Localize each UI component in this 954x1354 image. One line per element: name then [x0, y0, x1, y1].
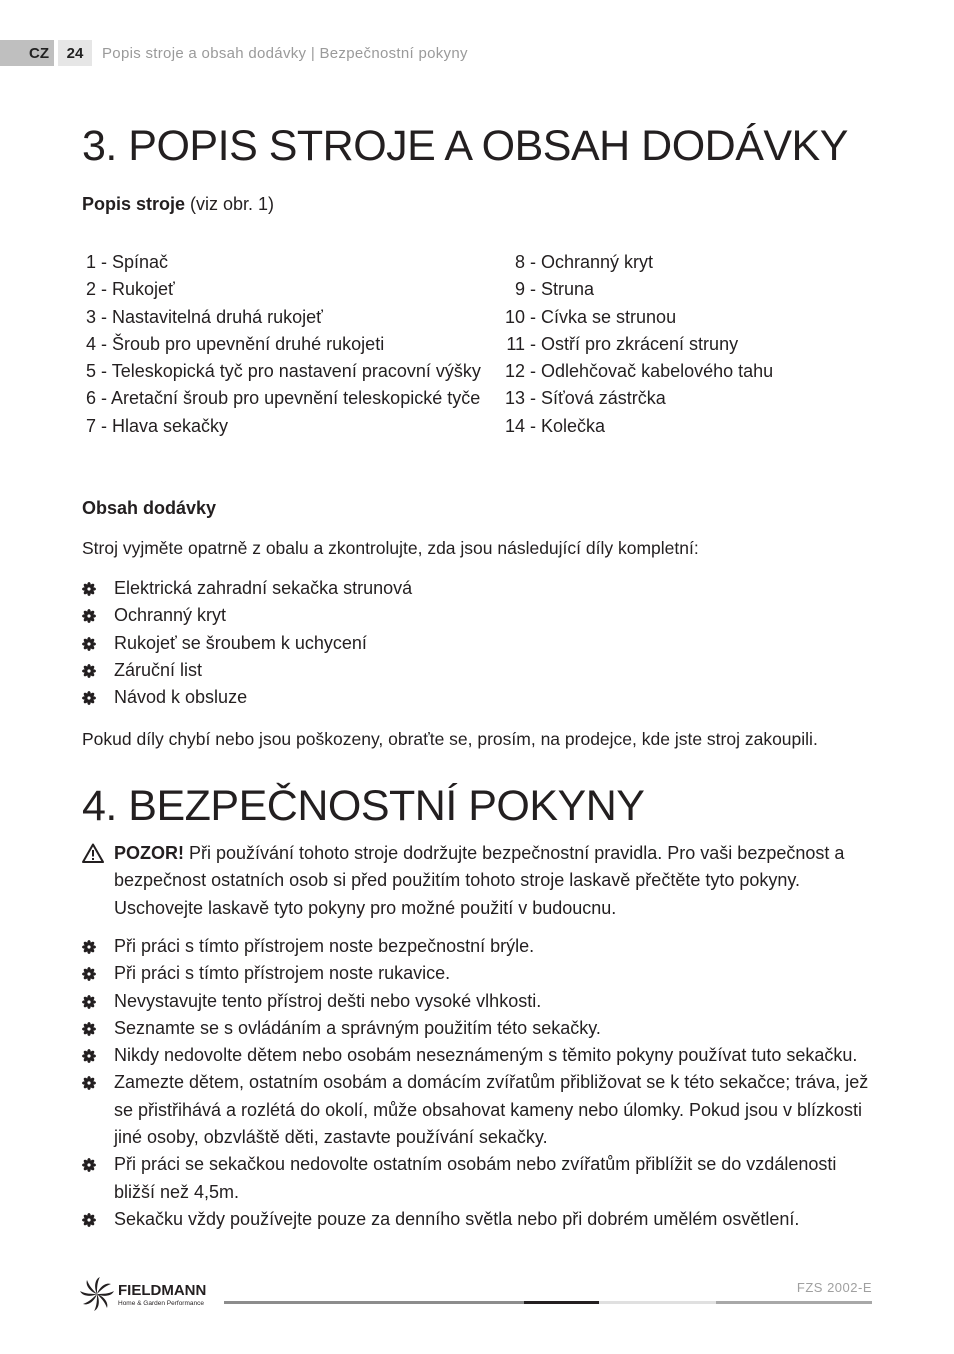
flower-bullet-icon — [82, 1158, 96, 1172]
flower-bullet-icon — [82, 995, 96, 1009]
part-label: Aretační šroub pro upevnění teleskopické tyče — [111, 388, 481, 409]
part-label: Hlava sekačky — [112, 415, 229, 436]
flower-bullet-icon — [82, 637, 96, 651]
part-label: Ochranný kryt — [541, 252, 654, 272]
safety-rules-list — [82, 933, 882, 1233]
list-item — [82, 1042, 882, 1069]
list-item-text: Nevystavujte tento přístroj dešti nebo vysoké vlhkosti. — [114, 990, 542, 1011]
list-item-text: Při práci s tímto přístrojem noste bezpečnostní brýle. — [114, 936, 535, 956]
part-item — [498, 358, 773, 385]
part-item — [82, 385, 481, 412]
list-item — [82, 1151, 882, 1206]
flower-bullet-icon — [82, 609, 96, 623]
parts-heading-bold: Popis stroje — [82, 194, 186, 214]
part-label: Odlehčovač kabelového tahu — [541, 361, 774, 382]
delivery-heading — [82, 498, 216, 519]
part-number: 11 - — [506, 333, 536, 354]
page-number: 24 — [58, 40, 92, 66]
flower-bullet-icon — [82, 967, 96, 981]
list-item-text: Elektrická zahradní sekačka strunová — [114, 578, 413, 598]
list-item — [82, 960, 882, 987]
section-3-title: 3. POPIS STROJE A OBSAH DODÁVKY — [82, 122, 848, 170]
delivery-note: Pokud díly chybí nebo jsou poškozeny, obraťte se, prosím, na prodejce, kde jste stroj zakoupili. — [82, 729, 818, 749]
list-item — [82, 684, 412, 711]
footer-rule-light — [599, 1301, 716, 1304]
list-item — [82, 1015, 882, 1042]
part-item — [498, 331, 773, 358]
list-item-text: Sekačku vždy používejte pouze za denního světla nebo při dobrém umělém osvětlení. — [114, 1208, 800, 1229]
part-item — [498, 385, 773, 412]
part-label: Nastavitelná druhá rukojeť — [112, 306, 323, 327]
part-item — [82, 249, 481, 276]
brand-tagline: Home & Garden Performance — [118, 1300, 204, 1307]
list-item-text: Zamezte dětem, ostatním osobám a domácím zvířatům přibližovat se k této sekačce; tráva, jež se přistřihává a rozlétá do okolí, může obsahovat kameny nebo úlomky. Pokud jsou v blízkosti jiné osoby, obzvláště děti, zastavte používání sekačky. — [114, 1072, 869, 1148]
flower-bullet-icon — [82, 664, 96, 678]
warning-text — [114, 840, 872, 922]
part-label: Struna — [541, 279, 595, 300]
list-item-text: Seznamte se s ovládáním a správným použitím této sekačky. — [114, 1017, 601, 1038]
part-label: Teleskopická tyč pro nastavení pracovní výšky — [111, 361, 481, 382]
footer-rule-right — [716, 1301, 872, 1304]
part-number: 7 - — [85, 415, 107, 436]
part-item — [82, 304, 481, 331]
warning-label: POZOR! — [114, 843, 184, 863]
parts-heading-rest: (viz obr. 1) — [185, 194, 275, 214]
flower-bullet-icon — [82, 1049, 96, 1063]
flower-bullet-icon — [82, 1213, 96, 1227]
part-number: 5 - — [85, 361, 107, 382]
part-number: 2 - — [85, 279, 107, 300]
flower-bullet-icon — [82, 691, 96, 705]
part-item — [82, 358, 481, 385]
flower-bullet-icon — [82, 1076, 96, 1090]
brand-name: FIELDMANN — [118, 1282, 207, 1299]
part-item — [498, 304, 773, 331]
language-badge: CZ — [0, 40, 54, 66]
list-item — [82, 630, 412, 657]
list-item-text: Návod k obsluze — [114, 687, 248, 708]
list-item-text: Nikdy nedovolte dětem nebo osobám neseznámeným s těmito pokyny používat tuto sekačku. — [114, 1045, 858, 1066]
footer-rule-left — [224, 1301, 524, 1304]
list-item-text: Rukojeť se šroubem k uchycení — [114, 632, 367, 653]
delivery-list — [82, 575, 412, 711]
part-label: Ostří pro zkrácení struny — [541, 333, 739, 354]
list-item — [82, 602, 412, 629]
warning-body: Při používání tohoto stroje dodržujte bezpečnostní pravidla. Pro vaši bezpečnost a bezpečnost ostatních osob si před použitím tohoto stroje laskavě přečtěte tyto pokyny. Uschovejte laskavě tyto pokyny pro možné použití v budoucnu. — [114, 843, 845, 918]
part-item — [82, 413, 481, 440]
list-item — [82, 1206, 882, 1233]
part-number: 6 - — [85, 388, 107, 409]
section-4-title: 4. BEZPEČNOSTNÍ POKYNY — [82, 782, 645, 830]
part-number: 4 - — [85, 333, 107, 354]
part-number: 10 - — [504, 306, 536, 327]
part-label: Spínač — [112, 252, 169, 272]
warning-block — [82, 840, 872, 922]
part-item — [82, 276, 481, 303]
flower-bullet-icon — [82, 582, 96, 596]
page-header — [0, 40, 468, 66]
list-item-text: Záruční list — [114, 659, 203, 680]
part-label: Cívka se strunou — [541, 306, 677, 327]
running-title: Popis stroje a obsah dodávky | Bezpečnostní pokyny — [102, 44, 468, 62]
part-item — [82, 331, 481, 358]
part-label: Rukojeť — [112, 279, 175, 300]
footer-rule-center — [524, 1301, 599, 1304]
model-code: FZS 2002-E — [796, 1280, 872, 1295]
warning-triangle-icon — [82, 843, 104, 863]
part-number: 1 - — [85, 252, 107, 272]
fieldmann-logo — [80, 1276, 230, 1312]
list-item — [82, 933, 882, 960]
list-item-text: Při práci s tímto přístrojem noste rukavice. — [114, 963, 451, 984]
part-item — [498, 413, 773, 440]
part-number: 9 - — [514, 279, 536, 300]
list-item — [82, 988, 882, 1015]
list-item-text: Při práci se sekačkou nedovolte ostatním osobám nebo zvířatům přiblížit se do vzdálenosti bližší než 4,5m. — [114, 1154, 837, 1202]
part-number: 13 - — [504, 388, 536, 409]
part-item — [498, 276, 773, 303]
list-item — [82, 657, 412, 684]
fieldmann-fan-logo-icon — [80, 1277, 114, 1311]
part-number: 3 - — [85, 306, 107, 327]
delivery-heading-text: Obsah dodávky — [82, 498, 217, 518]
parts-heading — [82, 194, 274, 215]
flower-bullet-icon — [82, 940, 96, 954]
parts-list-left — [82, 249, 481, 440]
part-number: 12 - — [504, 361, 536, 382]
part-number: 8 - — [514, 252, 536, 272]
list-item — [82, 575, 412, 602]
part-label: Šroub pro upevnění druhé rukojeti — [112, 333, 385, 354]
part-label: Kolečka — [541, 415, 606, 436]
flower-bullet-icon — [82, 1022, 96, 1036]
part-item — [498, 249, 773, 276]
delivery-intro: Stroj vyjměte opatrně z obalu a zkontrolujte, zda jsou následující díly kompletní: — [82, 538, 699, 558]
list-item — [82, 1069, 882, 1151]
parts-list-right — [498, 249, 773, 440]
part-number: 14 - — [504, 415, 536, 436]
part-label: Síťová zástrčka — [541, 388, 666, 409]
list-item-text: Ochranný kryt — [114, 605, 227, 626]
